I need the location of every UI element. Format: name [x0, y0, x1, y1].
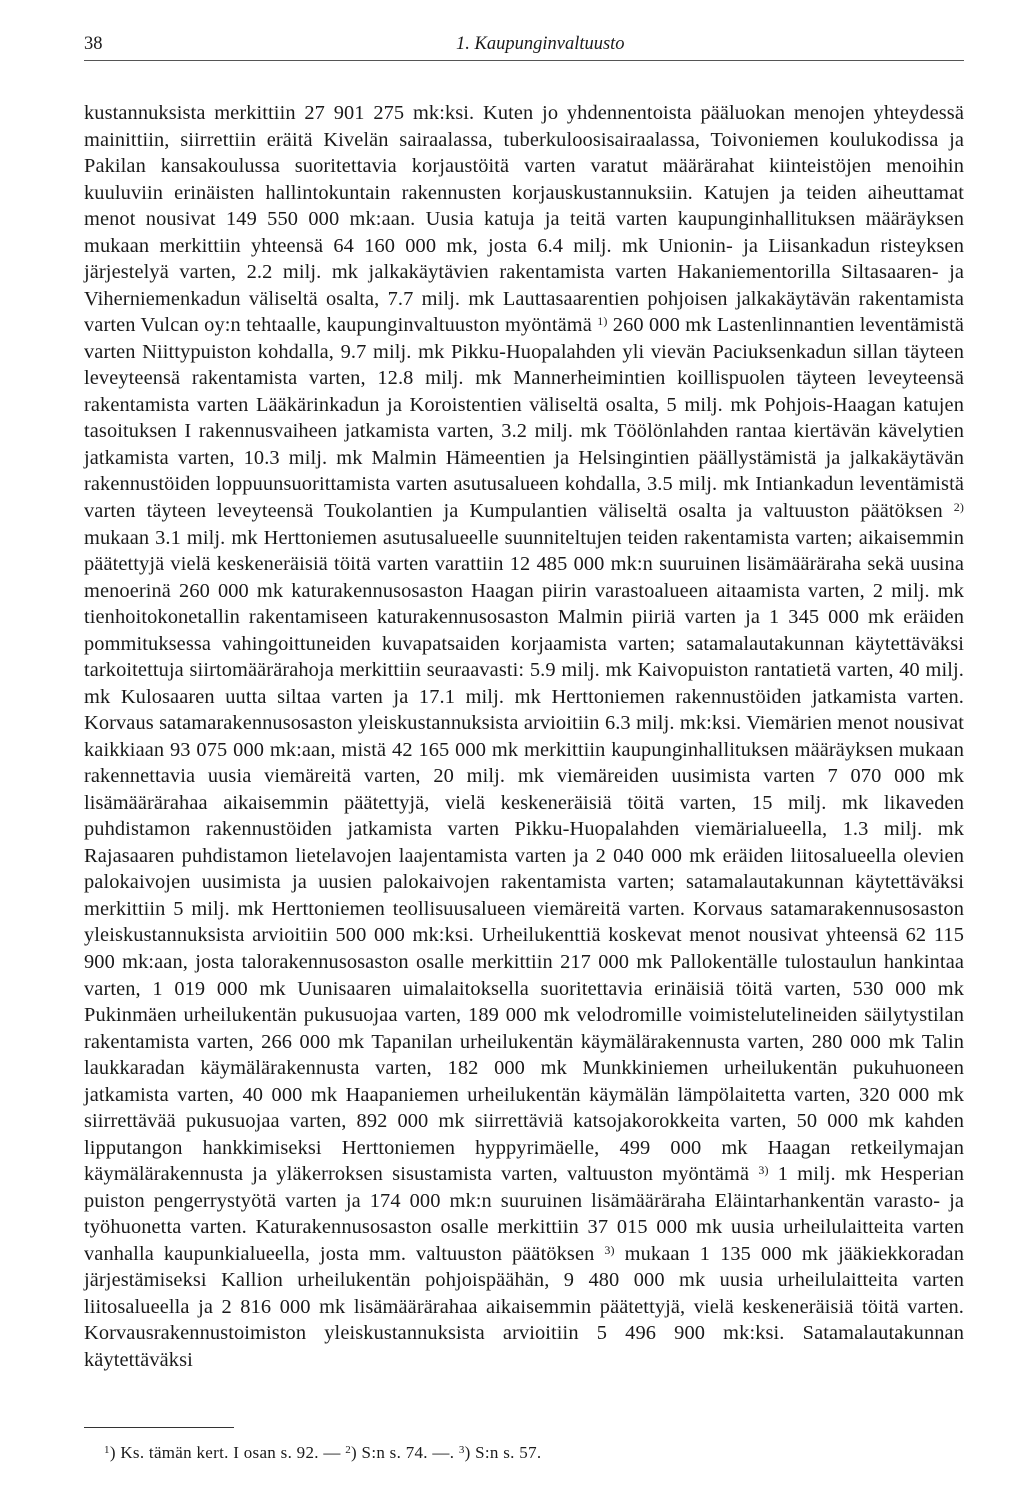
running-title: 1. Kaupunginvaltuusto — [456, 34, 625, 54]
body-text-segment-3: mukaan 3.1 milj. mk Herttoniemen asutusalueelle suunniteltujen teiden rakentamista varten; aikaisemmin päätettyjä vielä keskeneräisiä töitä varten varattiin 12 485 000 mk:n suuruinen lisämääräraha sekä uusina menoerinä 260 000 mk katurakennusosaston Haagan piirin varastoalueen aitaamista varten, 2 milj. mk tienhoitokonetallin rakentamiseen katurakennusosaston Malmin piiriä varten ja 1 345 000 mk eräiden pommituksessa vahingoittuneiden kuvapatsaiden korjaamista varten; satamalautakunnan käytettäväksi tarkoitettuja siirtomäärärahoja merkittiin seuraavasti: 5.9 milj. mk Kaivopuiston rantatietä varten, 40 milj. mk Kulosaaren uutta siltaa varten ja 17.1 milj. mk Herttoniemen rakennustöiden jatkamista varten. Korvaus satamarakennusosaston yleiskustannuksista arvioitiin 6.3 milj. mk:ksi. Viemärien menot nousivat kaikkiaan 93 075 000 mk:aan, mistä 42 165 000 mk merkittiin kaupunginhallituksen määräyksen mukaan rakennettavia uusia viemäreitä varten, 20 milj. mk viemäreiden uusimista varten 7 070 000 mk lisämäärärahaa aikaisemmin päätettyjä, vielä keskeneräisiä töitä varten, 15 milj. mk likaveden puhdistamon rakennustöiden jatkamista varten Pikku-Huopalahden viemärialueella, 1.3 milj. mk Rajasaaren puhdistamon lietelavojen laajentamista varten ja 2 040 000 mk eräiden liitosalueella olevien palokaivojen uusimista ja uusien palokaivojen rakentamista varten; satamalautakunnan käytettäväksi merkittiin 5 milj. mk Herttoniemen teollisuusalueen viemäreitä varten. Korvaus satamarakennusosaston yleiskustannuksista arvioitiin 500 000 mk:ksi. Urheilukenttiä koskevat menot nousivat yhteensä 62 115 900 mk:aan, josta talorakennusosaston osalle merkittiin 217 000 mk Pallokentälle tulostaulun hankintaa varten, 1 019 000 mk Uunisaaren uimalaitoksella suoritettavia erinäisiä töitä varten, 530 000 mk Pukinmäen urheilukentän pukusuojaa varten, 189 000 mk velodromille voimistelutelineiden säilytystilan rakentamista varten, 266 000 mk Tapanilan urheilukentän käymälärakennusta varten, 280 000 mk Talin laukkaradan käymälärakennusta varten, 182 000 mk Munkkiniemen urheilukentän pukuhuoneen jatkamista varten, 40 000 mk Haapaniemen urheilukentän käymälän lämpölaitetta varten, 320 000 mk siirrettävää pukusuojaa varten, 892 000 mk siirrettäviä katsojakorokkeita varten, 50 000 mk kahden lipputangon hankkimiseksi Herttoniemen hyppyrimäelle, 499 000 mk Haagan retkeilymajan käymälärakennusta ja yläkerroksen sisustamista varten, valtuuston myöntämä — [84, 526, 964, 1186]
document-page — [84, 28, 964, 1374]
footnote-mark-3: 3 — [458, 1444, 465, 1456]
running-header — [84, 28, 964, 64]
body-text-segment-1: kustannuksista merkittiin 27 901 275 mk:ksi. Kuten jo yhdennentoista pääluokan menojen yhteydessä mainittiin, siirrettiin eräitä Kivelän sairaalassa, tuberkuloosisairaalassa, Toivoniemen koulukodissa ja Pakilan kansakoulussa suoritettavia korjaustöitä varten varatut määrärahat kiinteistöjen menoihin kuuluviin erinäisten hallintokuntain rakennusten korjauskustannuksiin. Katujen ja teiden aiheuttamat menot nousivat 149 550 000 mk:aan. Uusia katuja ja teitä varten kaupunginhallituksen määräyksen mukaan merkittiin yhteensä 64 160 000 mk, josta 6.4 milj. mk Unionin- ja Liisankadun risteyksen järjestelyä varten, 2.2 milj. mk jalkakäytävien rakentamista varten Hakaniementorilla Siltasaaren- ja Viherniemenkadun väliseltä osalta, 7.7 milj. mk Lauttasaarentien pohjoisen jalkakäytävän rakentamista varten Vulcan oy:n tehtaalle, kaupunginvaltuuston myöntämä — [84, 102, 964, 337]
footnote-rule — [84, 1427, 234, 1428]
footnote-2: ) S:n s. 74. —. — [351, 1443, 459, 1462]
footnote-ref-1: 1) — [597, 314, 608, 329]
footnotes — [104, 1443, 541, 1463]
header-rule — [84, 60, 964, 61]
body-text-segment-4: 1 milj. mk Hesperian puiston pengerrystyötä varten ja 174 000 mk:n suuruinen lisämääräraha Eläintarhankentän varasto- ja työhuonetta varten. Katurakennusosaston osalle merkittiin 37 015 000 mk uusia urheilulaitteita varten vanhalla kaupunkialueella, josta mm. valtuuston päätöksen — [84, 1163, 964, 1265]
body-text-segment-5: mukaan 1 135 000 mk jääkiekkoradan järjestämiseksi Kallion urheilukentän pohjoispäähän, 9 480 000 mk uusia urheilulaitteita varten liitosalueella ja 2 816 000 mk lisämäärärahaa aikaisemmin päätettyjä, vielä keskeneräisiä töitä varten. Korvausrakennustoimiston yleiskustannuksista arvioitiin 5 496 900 mk:ksi. Satamalautakunnan käytettäväksi — [84, 1242, 965, 1371]
footnote-ref-2: 2) — [953, 499, 965, 514]
footnote-ref-3a: 3) — [758, 1163, 769, 1178]
footnote-mark-1: 1 — [104, 1444, 110, 1456]
footnote-ref-3b: 3) — [604, 1242, 615, 1257]
body-text-segment-2: 260 000 mk Lastenlinnantien leventämistä varten Niittypuiston kohdalla, 9.7 milj. mk Pikku-Huopalahden yli vievän Paciuksenkadun sillan täyteen leveyteensä rakentamista varten, 12.8 milj. mk Mannerheimintien koillispuolen täyteen leveyteensä rakentamista varten Lääkärinkadun ja Koroistentien väliseltä osalta, 5 milj. mk Pohjois-Haagan katujen tasoituksen I rakennusvaiheen jatkamista varten, 3.2 milj. mk Töölönlahden rantaa kiertävän kävelytien jatkamista varten, 10.3 milj. mk Malmin Hämeentien ja Helsingintien päällystämistä ja jalkakäytävän rakennustöiden loppuunsuorittamista varten asutusalueen kohdalla, 3.5 milj. mk Intiankadun leventämistä varten täyteen leveyteensä Toukolantien ja Kumpulantien väliseltä osalta ja valtuuston päätöksen — [84, 314, 964, 522]
footnote-1: ) Ks. tämän kert. I osan s. 92. — — [109, 1443, 346, 1462]
page-number: 38 — [84, 34, 103, 54]
body-paragraph — [84, 100, 964, 1374]
footnote-mark-2: 2 — [345, 1444, 352, 1456]
footnote-3: ) S:n s. 57. — [464, 1443, 542, 1462]
